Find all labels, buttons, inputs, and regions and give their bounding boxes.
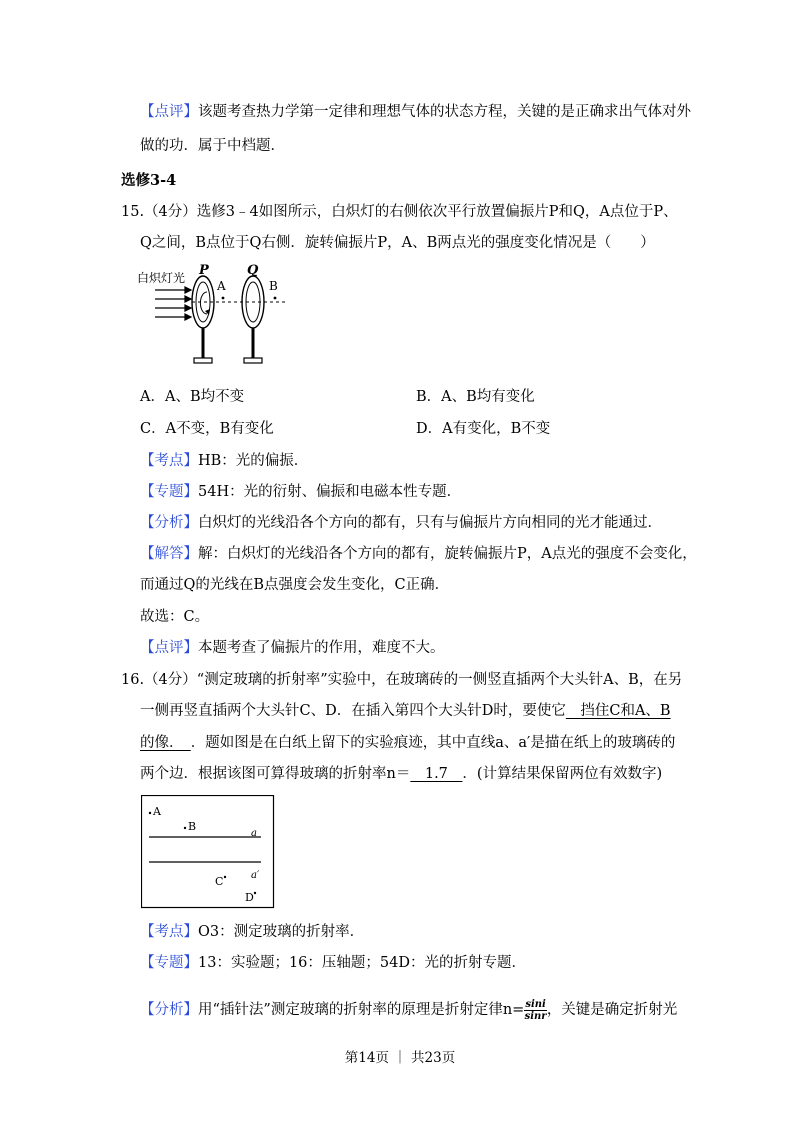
q16-stem-line2	[140, 701, 671, 721]
jieda-line1: 解：白炽灯的光线沿各个方向的都有，旋转偏振片P，A点光的强度不会变化，	[198, 546, 697, 562]
q16-zhuanti-text: 13：实验题；16：压轴题；54D：光的折射专题．	[198, 955, 526, 971]
q16-kaodian-tag: 【考点】	[140, 924, 198, 940]
label-b: B	[269, 279, 278, 293]
review-text-line2: 做的功．属于中档题．	[140, 138, 285, 154]
q15-jieda-line2: 而通过Q的光线在B点强度会发生变化，C正确．	[140, 577, 450, 593]
q16-stem-line2-pre: 一侧再竖直插两个大头针C、D．在插入第四个大头针D时，要使它	[140, 703, 566, 719]
section-title: 选修3-4	[121, 172, 177, 189]
frac-denominator: sinr	[524, 1010, 547, 1022]
refraction-figure	[141, 795, 275, 909]
q16-fenxi-pre: 用“插针法”测定玻璃的折射率的原理是折射定律n=	[198, 1002, 525, 1018]
q16-stem-line3-post: ．题如图是在白纸上留下的实验痕迹，其中直线a、a′是描在纸上的玻璃砖的	[190, 735, 676, 751]
review-tag: 【点评】	[140, 104, 198, 120]
zhuanti-tag: 【专题】	[140, 484, 198, 500]
q16-zhuanti	[140, 953, 526, 973]
q16-fenxi	[140, 998, 677, 1022]
fenxi-tag: 【分析】	[140, 515, 198, 531]
q15-stem-line2: Q之间，B点位于Q右侧．旋转偏振片P，A、B两点光的强度变化情况是（ ）	[140, 235, 655, 251]
fenxi-text: 白炽灯的光线沿各个方向的都有，只有与偏振片方向相同的光才能通过．	[198, 515, 662, 531]
q16-blank1-part2: 的像．	[140, 735, 191, 751]
q15-option-b: B．A、B均有变化	[416, 389, 535, 405]
label-a: A	[217, 279, 226, 293]
snell-fraction	[524, 999, 547, 1022]
q16-kaodian	[140, 922, 364, 942]
line-a-label: a	[251, 828, 257, 839]
q16-fenxi-post: ，关键是确定折射光	[546, 1002, 678, 1018]
q16-zhuanti-tag: 【专题】	[140, 955, 198, 971]
label-p: P	[199, 263, 209, 278]
dianping-text: 本题考查了偏振片的作用，难度不大。	[198, 640, 445, 656]
pin-b-label: B	[188, 820, 197, 833]
pin-c-label: C	[215, 875, 224, 888]
q16-stem-line4-post: ．(计算结果保留两位有效数字)	[462, 766, 663, 782]
q16-stem-line3	[140, 733, 675, 753]
polarizer-figure	[137, 262, 297, 374]
q16-blank1-part1: 挡住C和A、B	[565, 703, 671, 719]
q16-stem-line4-pre: 两个边．根据该图可算得玻璃的折射率n＝	[140, 766, 411, 782]
q16-blank2: 1.7	[410, 766, 463, 782]
page-footer: 第14页 ｜ 共23页	[344, 1050, 456, 1066]
q16-kaodian-text: O3：测定玻璃的折射率．	[198, 924, 365, 940]
q16-stem-line4	[140, 764, 662, 784]
q15-answer: 故选：C。	[140, 609, 210, 625]
q15-stem-line1: 15.（4分）选修3﹣4如图所示，白炽灯的右侧依次平行放置偏振片P和Q，A点位于P、	[121, 204, 678, 220]
line-a2-label: a′	[251, 870, 260, 881]
q15-option-a: A．A、B均不变	[140, 389, 245, 405]
jieda-tag: 【解答】	[140, 546, 198, 562]
q15-zhuanti	[140, 482, 461, 502]
q15-jieda	[140, 544, 697, 564]
q15-dianping	[140, 638, 445, 658]
q15-option-d: D．A有变化，B不变	[416, 421, 551, 437]
light-label: 白炽灯光	[137, 271, 186, 285]
review-paragraph	[140, 102, 691, 122]
label-q: Q	[247, 263, 259, 278]
zhuanti-text: 54H：光的衍射、偏振和电磁本性专题．	[198, 484, 462, 500]
kaodian-text: HB：光的偏振．	[198, 453, 309, 469]
kaodian-tag: 【考点】	[140, 453, 198, 469]
frac-numerator: sini	[525, 998, 546, 1010]
q15-kaodian	[140, 451, 308, 471]
pin-d-label: D	[245, 891, 254, 904]
pin-a-label: A	[153, 805, 161, 818]
review-text-line1: 该题考查热力学第一定律和理想气体的状态方程，关键的是正确求出气体对外	[198, 104, 691, 120]
q16-stem-line1: 16.（4分）“测定玻璃的折射率”实验中，在玻璃砖的一侧竖直插两个大头针A、B，在另	[121, 672, 683, 688]
q15-option-c: C．A不变，B有变化	[140, 421, 274, 437]
dianping-tag: 【点评】	[140, 640, 198, 656]
q16-fenxi-tag: 【分析】	[140, 1002, 198, 1018]
q15-fenxi	[140, 513, 662, 533]
